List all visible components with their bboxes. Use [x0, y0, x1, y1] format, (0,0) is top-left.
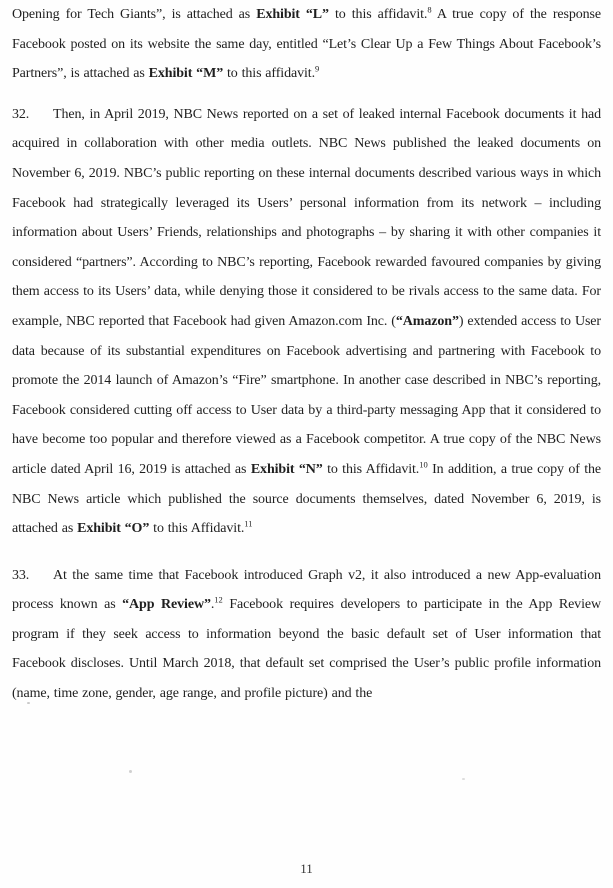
paragraph-number: 33. [12, 567, 30, 583]
footnote-reference: 9 [314, 63, 320, 74]
text-run: . [210, 597, 215, 613]
bold-text-run: “App Review” [122, 597, 211, 613]
affidavit-paragraph [12, 100, 601, 544]
affidavit-body-text [12, 0, 601, 709]
text-run: to this Affidavit. [149, 521, 245, 537]
bold-text-run: “Amazon” [395, 313, 459, 329]
text-run: Then, in April 2019, NBC News reported on a set of leaked internal Facebook documents it had acquired in collaboration with other media outlets. NBC News published the leaked documents on November 6, 2019. NBC’s public reporting on these internal documents described various ways in which Facebook had strategically leveraged its Users’ personal information from its network – including information about Users’ Friends, relationships and photographs – by sharing it with other companies it considered “partners”. According to NBC’s reporting, Facebook rewarded favoured companies by giving them access to its Users’ data, while denying those it considered to be rivals access to the same data. For example, NBC reported that Facebook had given Amazon.com Inc. ( [12, 106, 601, 329]
bold-text-run: Exhibit “L” [256, 7, 329, 22]
footnote-reference: 12 [214, 594, 223, 605]
paragraph-number: 32. [12, 106, 30, 122]
footnote-reference: 10 [419, 459, 428, 470]
bold-text-run: Exhibit “N” [250, 461, 323, 477]
scan-speck [27, 702, 30, 704]
footnote-reference: 8 [427, 4, 432, 15]
bold-text-run: Exhibit “O” [77, 521, 150, 537]
text-run: Facebook requires developers to participate in the App Review program if they seek access to information beyond the basic default set of User information that Facebook discloses. Until March 2018, that default set comprised the User’s public profile information (name, time zone, gender, age range, and profile picture) and the [12, 597, 601, 702]
text-run: In addition, a true copy of the NBC News article which published the source documents themselves, dated November 6, 2019, is attached as [12, 461, 602, 537]
text-run: A true copy of the response Facebook posted on its website the same day, entitled “Let’s Clear Up a Few Things About Facebook’s Partners”, is attached as [12, 7, 602, 82]
text-run: to this Affidavit. [322, 461, 420, 477]
affidavit-paragraph [12, 0, 601, 89]
affidavit-paragraph [12, 561, 601, 709]
footnote-reference: 11 [244, 518, 253, 529]
text-run: Opening for Tech Giants”, is attached as [12, 7, 257, 22]
page-number: 11 [300, 861, 313, 876]
scan-speck [462, 778, 465, 780]
text-run: At the same time that Facebook introduced Graph v2, it also introduced a new App-evaluation process known as [12, 567, 601, 613]
text-run: to this affidavit. [328, 7, 428, 22]
text-run: ) extended access to User data because of its substantial expenditures on Facebook advertising and partnering with Facebook to promote the 2014 launch of Amazon’s “Fire” smartphone. In another case described in NBC’s reporting, Facebook considered cutting off access to User data by a third-party messaging App that it considered to have become too popular and therefore viewed as a Facebook competitor. A true copy of the NBC News article dated April 16, 2019 is attached as [12, 313, 601, 477]
text-run: to this affidavit. [223, 66, 315, 82]
bold-text-run: Exhibit “M” [148, 66, 224, 82]
scan-speck [129, 770, 132, 773]
